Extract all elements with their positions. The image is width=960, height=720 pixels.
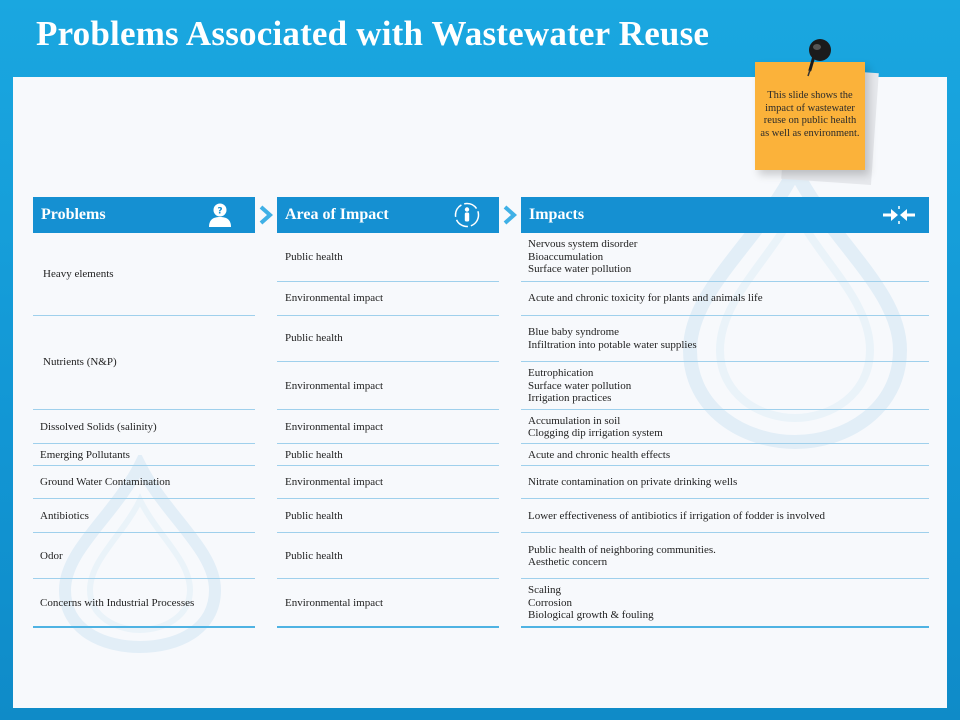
row-divider	[521, 281, 929, 282]
impacts-header	[521, 197, 929, 233]
problem-cell: Concerns with Industrial Processes	[40, 596, 195, 609]
impact-cell	[528, 410, 926, 444]
row-divider	[33, 315, 255, 316]
row-divider	[277, 409, 499, 410]
row-divider	[277, 315, 499, 316]
problem-cell: Ground Water Contamination	[40, 476, 171, 489]
impact-line: Aesthetic concern	[528, 556, 608, 568]
area-cell: Public health	[285, 509, 343, 522]
impact-cell	[528, 362, 926, 410]
impact-line: Acute and chronic health effects	[528, 448, 671, 461]
row-divider	[277, 465, 499, 466]
impact-line: Irrigation practices	[528, 392, 612, 405]
row-divider	[521, 315, 929, 316]
row-divider	[521, 361, 929, 362]
row-divider	[33, 409, 255, 410]
impact-line: Accumulation in soil	[528, 414, 621, 427]
impact-line: Public health of neighboring communities.	[528, 543, 716, 556]
row-divider	[33, 498, 255, 499]
impact-line: Blue baby syndrome	[528, 326, 620, 338]
area-header	[277, 197, 499, 233]
problem-cell: Antibiotics	[40, 509, 89, 522]
impact-cell	[528, 444, 926, 466]
impact-cell	[528, 499, 926, 533]
sticky-note-text: This slide shows the impact of wastewater reuse on public health as well as environment.	[760, 90, 860, 139]
area-cell: Environmental impact	[285, 379, 384, 392]
area-cell: Public health	[285, 448, 343, 461]
slide-title: Problems Associated with Wastewater Reuse	[36, 14, 710, 53]
row-divider	[521, 498, 929, 499]
table-bottom-line	[33, 626, 255, 628]
row-divider	[277, 361, 499, 362]
row-divider	[33, 443, 255, 444]
row-divider	[521, 465, 929, 466]
impact-line: Surface water pollution	[528, 379, 632, 392]
impact-cell	[528, 281, 926, 315]
row-divider	[521, 532, 929, 533]
row-divider	[277, 443, 499, 444]
row-divider	[521, 443, 929, 444]
chevron-right-icon-2	[503, 205, 517, 225]
impact-line: Acute and chronic toxicity for plants and animals life	[528, 291, 763, 304]
impact-line: Eutrophication	[528, 367, 594, 380]
impact-cell	[528, 533, 926, 579]
area-cell: Environmental impact	[285, 291, 384, 304]
row-divider	[521, 578, 929, 579]
row-divider	[33, 465, 255, 466]
row-divider	[277, 498, 499, 499]
impact-cell	[528, 579, 926, 627]
impact-line: Nitrate contamination on private drinking wells	[528, 476, 738, 489]
converging-arrows-icon	[881, 204, 917, 226]
impact-line: Biological growth & fouling	[528, 609, 654, 622]
table-bottom-line	[277, 626, 499, 628]
table-bottom-line	[521, 626, 929, 628]
row-divider	[277, 578, 499, 579]
row-divider	[33, 532, 255, 533]
area-header-label: Area of Impact	[285, 206, 389, 223]
row-divider	[277, 281, 499, 282]
pushpin-icon	[800, 36, 836, 80]
impact-line: Nervous system disorder	[528, 238, 638, 251]
area-cell: Public health	[285, 332, 343, 345]
problems-header-label: Problems	[41, 206, 106, 223]
row-divider	[277, 532, 499, 533]
problems-header	[33, 197, 255, 233]
impact-cell	[528, 315, 926, 362]
area-cell: Environmental impact	[285, 476, 384, 489]
person-question-icon	[207, 202, 233, 228]
impact-line: Surface water pollution	[528, 263, 632, 276]
row-divider	[521, 409, 929, 410]
impact-line: Scaling	[528, 584, 561, 597]
area-cell: Environmental impact	[285, 596, 384, 609]
impact-line: Corrosion	[528, 596, 572, 609]
impact-cell	[528, 233, 926, 281]
problem-cell: Heavy elements	[43, 267, 114, 280]
problem-cell: Odor	[40, 549, 63, 562]
impact-line: Lower effectiveness of antibiotics if irrigation of fodder is involved	[528, 509, 826, 522]
problem-cell: Emerging Pollutants	[40, 448, 130, 461]
problem-cell: Dissolved Solids (salinity)	[40, 420, 157, 433]
area-cell: Environmental impact	[285, 420, 384, 433]
impact-line: Clogging dip irrigation system	[528, 427, 663, 439]
impact-cell	[528, 466, 926, 499]
svg-text:?: ?	[217, 206, 223, 217]
problem-cell: Nutrients (N&P)	[43, 356, 117, 369]
area-cell: Public health	[285, 549, 343, 562]
impact-line: Bioaccumulation	[528, 250, 604, 263]
chevron-right-icon	[259, 205, 273, 225]
impact-line: Infiltration into potable water supplies	[528, 338, 697, 351]
area-cell: Public health	[285, 250, 343, 263]
row-divider	[33, 578, 255, 579]
impacts-header-label: Impacts	[529, 206, 585, 223]
person-circle-icon	[454, 202, 480, 228]
